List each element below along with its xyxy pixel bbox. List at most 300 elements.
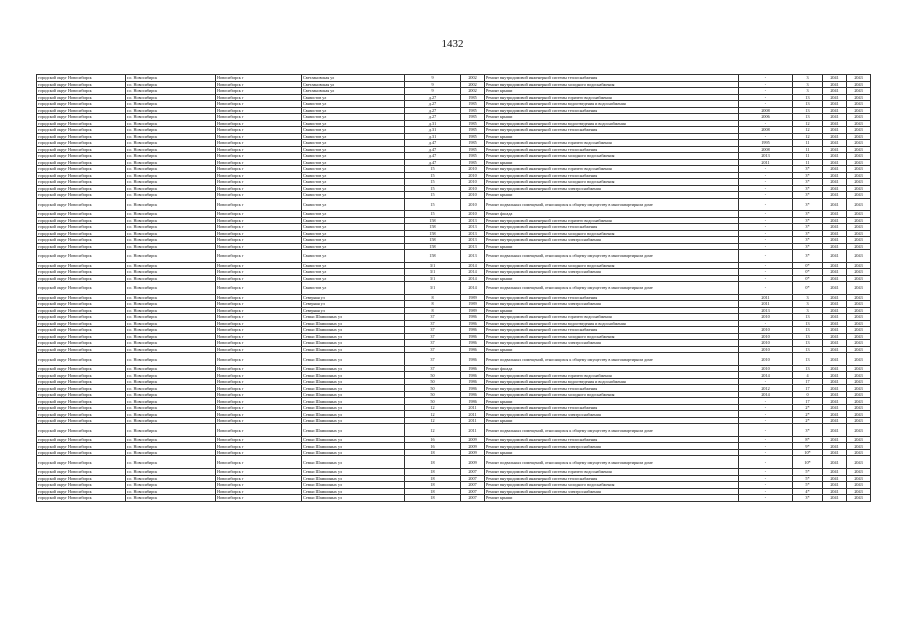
cell-municipality-type: г.о. Новосибирск (126, 94, 216, 101)
cell-street: Семьи Шамшиных ул (302, 398, 405, 405)
cell-last-repair-year: 2014 (739, 391, 793, 398)
cell-municipality-type: г.о. Новосибирск (126, 140, 216, 147)
cell-work-type: Ремонт внутридомовой инженерной системы водоотведения и водоснабжения (485, 101, 739, 108)
cell-build-year: 2002 (461, 81, 485, 88)
cell-house-number: 9 (405, 75, 461, 82)
cell-okrug: городской округ Новосибирск (37, 81, 126, 88)
cell-plan-end: 2043 (847, 417, 871, 424)
cell-plan-start: 2041 (823, 482, 847, 489)
cell-last-repair-year: - (739, 411, 793, 418)
cell-plan-start: 2041 (823, 307, 847, 314)
cell-wear: 4 (793, 372, 823, 379)
cell-plan-start: 2041 (823, 172, 847, 179)
cell-work-type: Ремонт внутридомовой инженерной системы водоотведения и водоснабжения (485, 320, 739, 327)
cell-street: Связистов ул (302, 224, 405, 231)
cell-work-type: Ремонт внутридомовой инженерной системы теплоснабжения (485, 436, 739, 443)
cell-municipality-type: г.о. Новосибирск (126, 127, 216, 134)
cell-wear: 13 (793, 94, 823, 101)
cell-street: Связистов ул (302, 120, 405, 127)
cell-last-repair-year: 2013 (739, 307, 793, 314)
cell-plan-start: 2041 (823, 417, 847, 424)
cell-build-year: 2010 (461, 211, 485, 218)
cell-street: Семьи Шамшиных ул (302, 436, 405, 443)
cell-city: Новосибирск г (216, 443, 302, 450)
cell-house-number: 9 (405, 81, 461, 88)
cell-work-type: Ремонт внутридомовой инженерной системы теплоснабжения (485, 327, 739, 334)
cell-last-repair-year: 2011 (739, 294, 793, 301)
cell-street: Связистов ул (302, 192, 405, 199)
cell-plan-end: 2043 (847, 482, 871, 489)
cell-plan-start: 2041 (823, 333, 847, 340)
cell-plan-start: 2041 (823, 346, 847, 353)
cell-plan-end: 2043 (847, 346, 871, 353)
cell-last-repair-year: - (739, 237, 793, 244)
cell-wear: 13 (793, 107, 823, 114)
cell-build-year: 2013 (461, 237, 485, 244)
cell-municipality-type: г.о. Новосибирск (126, 159, 216, 166)
cell-plan-end: 2043 (847, 443, 871, 450)
table-row (37, 456, 871, 469)
cell-wear: 3* (793, 172, 823, 179)
cell-okrug: городской округ Новосибирск (37, 153, 126, 160)
cell-plan-end: 2043 (847, 456, 871, 469)
cell-wear: 9* (793, 443, 823, 450)
cell-okrug: городской округ Новосибирск (37, 192, 126, 199)
cell-city: Новосибирск г (216, 469, 302, 476)
cell-plan-end: 2043 (847, 327, 871, 334)
cell-build-year: 2007 (461, 469, 485, 476)
cell-work-type: Ремонт внутридомовой инженерной системы электроснабжения (485, 411, 739, 418)
cell-city: Новосибирск г (216, 411, 302, 418)
cell-plan-end: 2043 (847, 166, 871, 173)
cell-build-year: 1985 (461, 94, 485, 101)
cell-work-type: Ремонт внутридомовой инженерной системы горячего водоснабжения (485, 469, 739, 476)
cell-last-repair-year: - (739, 320, 793, 327)
cell-house-number: 158 (405, 224, 461, 231)
cell-plan-start: 2041 (823, 133, 847, 140)
cell-house-number: 15 (405, 198, 461, 211)
cell-okrug: городской округ Новосибирск (37, 198, 126, 211)
cell-house-number: д.47 (405, 153, 461, 160)
cell-wear: 3 (793, 307, 823, 314)
cell-okrug: городской округ Новосибирск (37, 140, 126, 147)
cell-plan-start: 2041 (823, 275, 847, 282)
cell-city: Новосибирск г (216, 488, 302, 495)
cell-wear: 13 (793, 346, 823, 353)
cell-municipality-type: г.о. Новосибирск (126, 456, 216, 469)
cell-municipality-type: г.о. Новосибирск (126, 475, 216, 482)
cell-street: Связистов ул (302, 101, 405, 108)
cell-build-year: 1986 (461, 365, 485, 372)
cell-build-year: 2009 (461, 449, 485, 456)
cell-city: Новосибирск г (216, 327, 302, 334)
cell-build-year: 1986 (461, 372, 485, 379)
cell-plan-start: 2041 (823, 243, 847, 250)
cell-work-type: Ремонт крыши (485, 114, 739, 121)
cell-house-number: д.27 (405, 107, 461, 114)
cell-wear: 10* (793, 449, 823, 456)
cell-build-year: 1989 (461, 301, 485, 308)
cell-okrug: городской округ Новосибирск (37, 385, 126, 392)
cell-last-repair-year: - (739, 101, 793, 108)
cell-build-year: 2007 (461, 495, 485, 502)
cell-plan-end: 2043 (847, 211, 871, 218)
cell-municipality-type: г.о. Новосибирск (126, 250, 216, 263)
cell-work-type: Ремонт внутридомовой инженерной системы холодного водоснабжения (485, 81, 739, 88)
cell-house-number: 50 (405, 372, 461, 379)
cell-wear: 0* (793, 275, 823, 282)
cell-plan-start: 2041 (823, 327, 847, 334)
cell-plan-end: 2043 (847, 449, 871, 456)
cell-wear: 3 (793, 75, 823, 82)
cell-last-repair-year: - (739, 262, 793, 269)
cell-street: Связистов ул (302, 250, 405, 263)
cell-street: Связистов ул (302, 230, 405, 237)
cell-last-repair-year: - (739, 88, 793, 95)
cell-house-number: д.31 (405, 127, 461, 134)
cell-street: Семьи Шамшиных ул (302, 449, 405, 456)
cell-street: Связистов ул (302, 198, 405, 211)
cell-build-year: 2010 (461, 192, 485, 199)
cell-plan-start: 2041 (823, 192, 847, 199)
cell-house-number: 8 (405, 307, 461, 314)
cell-plan-end: 2043 (847, 353, 871, 366)
cell-build-year: 1985 (461, 120, 485, 127)
cell-municipality-type: г.о. Новосибирск (126, 417, 216, 424)
cell-work-type: Ремонт внутридомовой инженерной системы теплоснабжения (485, 75, 739, 82)
cell-work-type: Ремонт подвальных помещений, относящихся к общему имуществу в многоквартирном доме (485, 353, 739, 366)
cell-plan-end: 2043 (847, 436, 871, 443)
cell-city: Новосибирск г (216, 185, 302, 192)
cell-city: Новосибирск г (216, 133, 302, 140)
cell-okrug: городской округ Новосибирск (37, 346, 126, 353)
cell-last-repair-year: - (739, 81, 793, 88)
cell-work-type: Ремонт внутридомовой инженерной системы теплоснабжения (485, 404, 739, 411)
cell-municipality-type: г.о. Новосибирск (126, 378, 216, 385)
cell-work-type: Ремонт крыши (485, 275, 739, 282)
cell-municipality-type: г.о. Новосибирск (126, 398, 216, 405)
cell-city: Новосибирск г (216, 230, 302, 237)
cell-municipality-type: г.о. Новосибирск (126, 294, 216, 301)
cell-last-repair-year: 2013 (739, 153, 793, 160)
cell-street: Связистов ул (302, 127, 405, 134)
cell-city: Новосибирск г (216, 424, 302, 437)
cell-work-type: Ремонт крыши (485, 307, 739, 314)
cell-house-number: 18 (405, 469, 461, 476)
cell-plan-end: 2043 (847, 230, 871, 237)
cell-build-year: 2011 (461, 417, 485, 424)
cell-plan-start: 2041 (823, 314, 847, 321)
cell-okrug: городской округ Новосибирск (37, 185, 126, 192)
cell-municipality-type: г.о. Новосибирск (126, 424, 216, 437)
cell-last-repair-year: - (739, 133, 793, 140)
cell-plan-end: 2043 (847, 179, 871, 186)
cell-city: Новосибирск г (216, 495, 302, 502)
cell-city: Новосибирск г (216, 353, 302, 366)
cell-build-year: 1986 (461, 320, 485, 327)
cell-last-repair-year: 2008 (739, 107, 793, 114)
cell-street: Светлановская ул (302, 81, 405, 88)
cell-plan-end: 2043 (847, 140, 871, 147)
cell-plan-end: 2043 (847, 365, 871, 372)
cell-wear: 3* (793, 243, 823, 250)
cell-house-number: 15 (405, 211, 461, 218)
cell-city: Новосибирск г (216, 449, 302, 456)
cell-last-repair-year: - (739, 94, 793, 101)
cell-municipality-type: г.о. Новосибирск (126, 262, 216, 269)
cell-wear: 3* (793, 185, 823, 192)
cell-house-number: д.31 (405, 120, 461, 127)
cell-street: Связистов ул (302, 146, 405, 153)
cell-plan-end: 2043 (847, 391, 871, 398)
cell-last-repair-year: - (739, 75, 793, 82)
cell-plan-end: 2043 (847, 250, 871, 263)
cell-okrug: городской округ Новосибирск (37, 411, 126, 418)
cell-wear: 3 (793, 81, 823, 88)
cell-city: Новосибирск г (216, 198, 302, 211)
cell-okrug: городской округ Новосибирск (37, 449, 126, 456)
cell-build-year: 2011 (461, 411, 485, 418)
cell-plan-end: 2043 (847, 237, 871, 244)
cell-okrug: городской округ Новосибирск (37, 398, 126, 405)
table-row (37, 250, 871, 263)
cell-plan-end: 2043 (847, 275, 871, 282)
cell-last-repair-year: - (739, 192, 793, 199)
cell-street: Связистов ул (302, 262, 405, 269)
cell-last-repair-year: - (739, 179, 793, 186)
cell-municipality-type: г.о. Новосибирск (126, 217, 216, 224)
cell-last-repair-year: - (739, 378, 793, 385)
cell-work-type: Ремонт внутридомовой инженерной системы теплоснабжения (485, 107, 739, 114)
cell-work-type: Ремонт крыши (485, 243, 739, 250)
cell-city: Новосибирск г (216, 217, 302, 224)
cell-okrug: городской округ Новосибирск (37, 314, 126, 321)
cell-build-year: 1985 (461, 153, 485, 160)
cell-plan-end: 2043 (847, 153, 871, 160)
cell-build-year: 2007 (461, 475, 485, 482)
cell-last-repair-year: - (739, 475, 793, 482)
cell-house-number: 12 (405, 424, 461, 437)
cell-build-year: 1986 (461, 378, 485, 385)
cell-wear: 3* (793, 224, 823, 231)
table-row (37, 353, 871, 366)
cell-street: Семьи Шамшиных ул (302, 333, 405, 340)
cell-last-repair-year: - (739, 398, 793, 405)
cell-plan-start: 2041 (823, 237, 847, 244)
cell-plan-end: 2043 (847, 294, 871, 301)
cell-street: Связистов ул (302, 237, 405, 244)
cell-build-year: 2009 (461, 456, 485, 469)
cell-okrug: городской округ Новосибирск (37, 443, 126, 450)
cell-wear: 3* (793, 424, 823, 437)
cell-wear: 13 (793, 333, 823, 340)
cell-city: Новосибирск г (216, 237, 302, 244)
cell-work-type: Ремонт внутридомовой инженерной системы холодного водоснабжения (485, 262, 739, 269)
cell-plan-start: 2041 (823, 166, 847, 173)
cell-plan-end: 2043 (847, 243, 871, 250)
cell-build-year: 2013 (461, 224, 485, 231)
cell-last-repair-year: - (739, 404, 793, 411)
cell-municipality-type: г.о. Новосибирск (126, 482, 216, 489)
cell-okrug: городской округ Новосибирск (37, 94, 126, 101)
cell-house-number: 158 (405, 217, 461, 224)
cell-house-number: 158 (405, 237, 461, 244)
cell-street: Связистов ул (302, 217, 405, 224)
cell-house-number: 16 (405, 436, 461, 443)
cell-house-number: 37 (405, 320, 461, 327)
cell-plan-end: 2043 (847, 185, 871, 192)
cell-municipality-type: г.о. Новосибирск (126, 353, 216, 366)
cell-city: Новосибирск г (216, 114, 302, 121)
cell-city: Новосибирск г (216, 340, 302, 347)
cell-okrug: городской округ Новосибирск (37, 127, 126, 134)
cell-plan-start: 2041 (823, 301, 847, 308)
cell-house-number: 37 (405, 340, 461, 347)
cell-wear: 3* (793, 166, 823, 173)
cell-build-year: 1985 (461, 146, 485, 153)
cell-plan-start: 2041 (823, 456, 847, 469)
cell-wear: 13 (793, 353, 823, 366)
cell-wear: 5* (793, 482, 823, 489)
cell-work-type: Ремонт крыши (485, 159, 739, 166)
cell-municipality-type: г.о. Новосибирск (126, 275, 216, 282)
cell-last-repair-year: 2011 (739, 159, 793, 166)
cell-work-type: Ремонт внутридомовой инженерной системы теплоснабжения (485, 294, 739, 301)
cell-municipality-type: г.о. Новосибирск (126, 269, 216, 276)
cell-wear: 13 (793, 101, 823, 108)
cell-city: Новосибирск г (216, 153, 302, 160)
cell-house-number: 3/1 (405, 262, 461, 269)
cell-plan-end: 2043 (847, 424, 871, 437)
cell-house-number: д.47 (405, 140, 461, 147)
cell-city: Новосибирск г (216, 404, 302, 411)
cell-plan-start: 2041 (823, 250, 847, 263)
cell-okrug: городской округ Новосибирск (37, 378, 126, 385)
cell-wear: 3 (793, 88, 823, 95)
cell-house-number: д.31 (405, 133, 461, 140)
cell-plan-end: 2043 (847, 172, 871, 179)
cell-plan-start: 2041 (823, 488, 847, 495)
cell-wear: 3* (793, 495, 823, 502)
cell-street: Семьи Шамшиных ул (302, 482, 405, 489)
cell-last-repair-year: - (739, 282, 793, 295)
cell-street: Связистов ул (302, 269, 405, 276)
cell-wear: 3 (793, 301, 823, 308)
cell-city: Новосибирск г (216, 94, 302, 101)
cell-wear: 17 (793, 385, 823, 392)
cell-last-repair-year: - (739, 243, 793, 250)
cell-last-repair-year: 1995 (739, 140, 793, 147)
cell-wear: 3* (793, 230, 823, 237)
cell-municipality-type: г.о. Новосибирск (126, 391, 216, 398)
cell-city: Новосибирск г (216, 320, 302, 327)
cell-house-number: 37 (405, 314, 461, 321)
cell-city: Новосибирск г (216, 436, 302, 443)
cell-okrug: городской округ Новосибирск (37, 436, 126, 443)
cell-work-type: Ремонт внутридомовой инженерной системы электроснабжения (485, 443, 739, 450)
cell-build-year: 2013 (461, 230, 485, 237)
cell-plan-end: 2043 (847, 198, 871, 211)
cell-okrug: городской округ Новосибирск (37, 320, 126, 327)
cell-street: Семьи Шамшиных ул (302, 404, 405, 411)
cell-street: Семьи Шамшиных ул (302, 372, 405, 379)
cell-wear: 12 (793, 133, 823, 140)
cell-city: Новосибирск г (216, 243, 302, 250)
cell-build-year: 2009 (461, 436, 485, 443)
cell-plan-start: 2041 (823, 449, 847, 456)
cell-work-type: Ремонт внутридомовой инженерной системы электроснабжения (485, 237, 739, 244)
cell-municipality-type: г.о. Новосибирск (126, 133, 216, 140)
cell-house-number: 15 (405, 192, 461, 199)
cell-okrug: городской округ Новосибирск (37, 179, 126, 186)
cell-okrug: городской округ Новосибирск (37, 237, 126, 244)
cell-last-repair-year: - (739, 185, 793, 192)
cell-city: Новосибирск г (216, 301, 302, 308)
cell-city: Новосибирск г (216, 333, 302, 340)
cell-house-number: 18 (405, 488, 461, 495)
cell-street: Семьи Шамшиных ул (302, 353, 405, 366)
cell-okrug: городской округ Новосибирск (37, 282, 126, 295)
cell-house-number: 50 (405, 391, 461, 398)
cell-municipality-type: г.о. Новосибирск (126, 120, 216, 127)
cell-last-repair-year: 2010 (739, 327, 793, 334)
cell-house-number: 37 (405, 353, 461, 366)
cell-wear: 0* (793, 269, 823, 276)
cell-plan-start: 2041 (823, 443, 847, 450)
cell-plan-start: 2041 (823, 114, 847, 121)
cell-wear: 3* (793, 192, 823, 199)
cell-build-year: 2014 (461, 269, 485, 276)
cell-city: Новосибирск г (216, 378, 302, 385)
cell-last-repair-year: - (739, 424, 793, 437)
cell-plan-end: 2043 (847, 488, 871, 495)
cell-city: Новосибирск г (216, 75, 302, 82)
cell-work-type: Ремонт внутридомовой инженерной системы теплоснабжения (485, 127, 739, 134)
cell-municipality-type: г.о. Новосибирск (126, 224, 216, 231)
cell-okrug: городской округ Новосибирск (37, 301, 126, 308)
cell-plan-end: 2043 (847, 385, 871, 392)
cell-wear: 13 (793, 114, 823, 121)
cell-house-number: 8 (405, 294, 461, 301)
cell-build-year: 2010 (461, 172, 485, 179)
cell-work-type: Ремонт внутридомовой инженерной системы холодного водоснабжения (485, 230, 739, 237)
cell-house-number: 15 (405, 166, 461, 173)
cell-city: Новосибирск г (216, 159, 302, 166)
table-row (37, 282, 871, 295)
cell-build-year: 2013 (461, 243, 485, 250)
cell-build-year: 2007 (461, 488, 485, 495)
cell-street: Семьи Шамшиных ул (302, 391, 405, 398)
cell-house-number: 18 (405, 482, 461, 489)
cell-last-repair-year: - (739, 230, 793, 237)
cell-last-repair-year: 2011 (739, 301, 793, 308)
cell-plan-start: 2041 (823, 159, 847, 166)
cell-city: Новосибирск г (216, 372, 302, 379)
cell-build-year: 1986 (461, 391, 485, 398)
cell-last-repair-year: - (739, 166, 793, 173)
cell-plan-start: 2041 (823, 262, 847, 269)
cell-build-year: 1986 (461, 385, 485, 392)
cell-street: Семьи Шамшиных ул (302, 475, 405, 482)
cell-work-type: Ремонт внутридомовой инженерной системы холодного водоснабжения (485, 333, 739, 340)
cell-city: Новосибирск г (216, 88, 302, 95)
cell-last-repair-year: 2010 (739, 314, 793, 321)
cell-last-repair-year: 2012 (739, 385, 793, 392)
cell-build-year: 2009 (461, 443, 485, 450)
cell-last-repair-year: 2006 (739, 114, 793, 121)
cell-work-type: Ремонт внутридомовой инженерной системы теплоснабжения (485, 224, 739, 231)
cell-house-number: 158 (405, 230, 461, 237)
